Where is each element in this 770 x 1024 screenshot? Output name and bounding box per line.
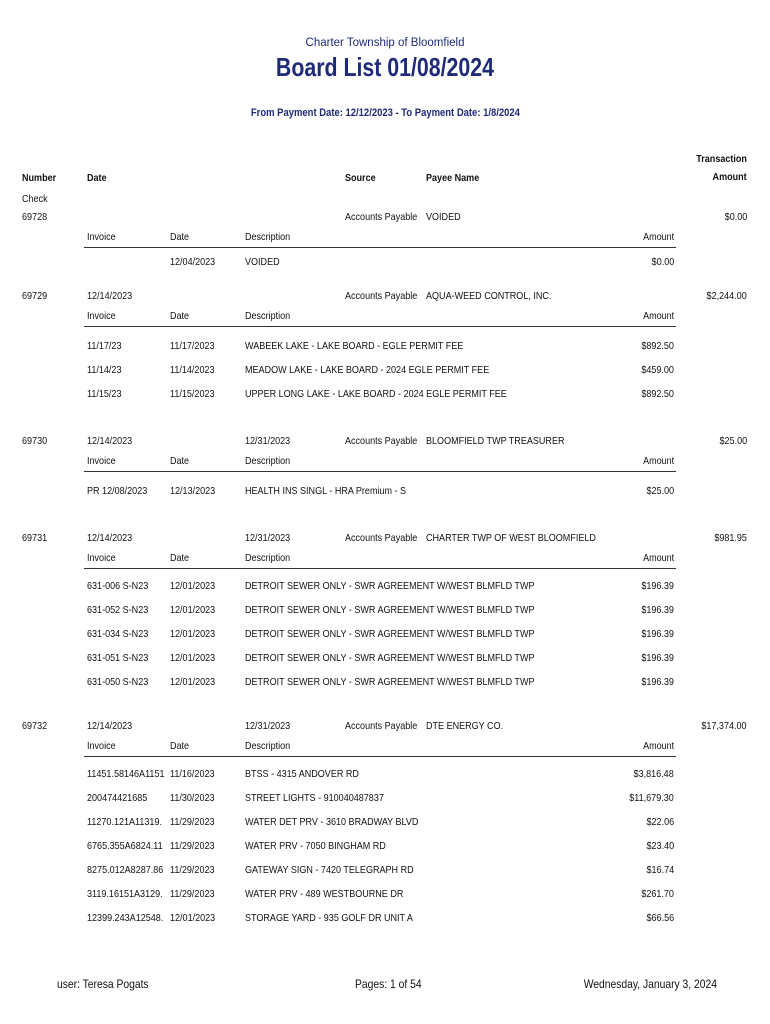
line-date: 12/01/2023 bbox=[170, 912, 216, 924]
line-description: WATER PRV - 7050 BINGHAM RD bbox=[245, 840, 386, 852]
date-subheader: Date bbox=[170, 740, 190, 752]
line-description: UPPER LONG LAKE - LAKE BOARD - 2024 EGLE PERMIT FEE bbox=[245, 388, 507, 400]
check-number: 69730 bbox=[22, 435, 48, 447]
line-description: DETROIT SEWER ONLY - SWR AGREEMENT W/WEST BLMFLD TWP bbox=[245, 580, 535, 592]
line-invoice: 3119.16151A3129. bbox=[87, 888, 163, 900]
line-amount: $16.74 bbox=[646, 864, 674, 876]
source-header: Source bbox=[345, 172, 376, 184]
amount-subheader: Amount bbox=[642, 455, 674, 467]
line-invoice: 200474421685 bbox=[87, 792, 148, 804]
line-amount: $196.39 bbox=[641, 604, 674, 616]
line-amount: $261.70 bbox=[641, 888, 674, 900]
subheader-divider bbox=[84, 247, 676, 248]
check-source: Accounts Payable bbox=[345, 211, 418, 223]
organization-name: Charter Township of Bloomfield bbox=[305, 37, 465, 49]
line-date: 11/29/2023 bbox=[170, 816, 215, 828]
line-description: GATEWAY SIGN - 7420 TELEGRAPH RD bbox=[245, 864, 414, 876]
line-amount: $196.39 bbox=[641, 628, 674, 640]
check-date: 12/14/2023 bbox=[87, 290, 133, 302]
description-subheader: Description bbox=[245, 740, 291, 752]
check-number: 69728 bbox=[22, 211, 48, 223]
check-amount: $17,374.00 bbox=[701, 720, 747, 732]
line-invoice: 631-051 S-N23 bbox=[87, 652, 149, 664]
line-description: DETROIT SEWER ONLY - SWR AGREEMENT W/WEST BLMFLD TWP bbox=[245, 652, 535, 664]
line-amount: $892.50 bbox=[641, 388, 674, 400]
amount-subheader: Amount bbox=[642, 310, 674, 322]
line-description: HEALTH INS SINGL - HRA Premium - S bbox=[245, 485, 407, 497]
check-date: 12/14/2023 bbox=[87, 720, 133, 732]
line-amount: $66.56 bbox=[646, 912, 674, 924]
check-payee: CHARTER TWP OF WEST BLOOMFIELD bbox=[426, 532, 596, 544]
transaction-header: Transaction bbox=[696, 153, 747, 165]
line-date: 11/29/2023 bbox=[170, 840, 215, 852]
check-amount: $2,244.00 bbox=[706, 290, 747, 302]
check-source: Accounts Payable bbox=[345, 435, 418, 447]
invoice-subheader: Invoice bbox=[87, 455, 116, 467]
check-amount: $981.95 bbox=[714, 532, 747, 544]
line-invoice: 8275.012A8287.86 bbox=[87, 864, 164, 876]
line-description: MEADOW LAKE - LAKE BOARD - 2024 EGLE PERMIT FEE bbox=[245, 364, 490, 376]
footer-user: user: Teresa Pogats bbox=[57, 977, 149, 991]
line-date: 11/29/2023 bbox=[170, 864, 215, 876]
line-date: 11/15/2023 bbox=[170, 388, 215, 400]
line-invoice: 11/14/23 bbox=[87, 364, 122, 376]
date-subheader: Date bbox=[170, 552, 190, 564]
subheader-divider bbox=[84, 326, 676, 327]
line-date: 11/30/2023 bbox=[170, 792, 215, 804]
subheader-divider bbox=[84, 568, 676, 569]
line-amount: $892.50 bbox=[641, 340, 674, 352]
check-source: Accounts Payable bbox=[345, 290, 418, 302]
line-date: 12/01/2023 bbox=[170, 604, 216, 616]
line-date: 11/16/2023 bbox=[170, 768, 215, 780]
line-description: STORAGE YARD - 935 GOLF DR UNIT A bbox=[245, 912, 413, 924]
number-header: Number bbox=[22, 172, 57, 184]
line-invoice: 11/17/23 bbox=[87, 340, 122, 352]
check-payee: BLOOMFIELD TWP TREASURER bbox=[426, 435, 565, 447]
line-invoice: 6765.355A6824.11 bbox=[87, 840, 163, 852]
line-date: 12/01/2023 bbox=[170, 652, 216, 664]
amount-subheader: Amount bbox=[642, 740, 674, 752]
check-number: 69732 bbox=[22, 720, 48, 732]
line-invoice: 631-006 S-N23 bbox=[87, 580, 149, 592]
line-amount: $25.00 bbox=[646, 485, 674, 497]
line-date: 11/29/2023 bbox=[170, 888, 215, 900]
invoice-subheader: Invoice bbox=[87, 740, 116, 752]
check-payee: DTE ENERGY CO. bbox=[426, 720, 504, 732]
line-invoice: PR 12/08/2023 bbox=[87, 485, 148, 497]
invoice-subheader: Invoice bbox=[87, 310, 116, 322]
subheader-divider bbox=[84, 756, 676, 757]
line-amount: $23.40 bbox=[646, 840, 674, 852]
footer-pages: Pages: 1 of 54 bbox=[355, 977, 422, 991]
check-header: Check bbox=[22, 193, 48, 205]
line-amount: $196.39 bbox=[641, 580, 674, 592]
line-description: BTSS - 4315 ANDOVER RD bbox=[245, 768, 359, 780]
line-date: 11/14/2023 bbox=[170, 364, 215, 376]
description-subheader: Description bbox=[245, 231, 291, 243]
line-invoice: 631-052 S-N23 bbox=[87, 604, 149, 616]
line-amount: $0.00 bbox=[651, 256, 674, 268]
description-subheader: Description bbox=[245, 310, 291, 322]
line-amount: $22.06 bbox=[646, 816, 674, 828]
check-payee: AQUA-WEED CONTROL, INC. bbox=[426, 290, 552, 302]
date-subheader: Date bbox=[170, 231, 190, 243]
line-date: 12/13/2023 bbox=[170, 485, 216, 497]
date-range: From Payment Date: 12/12/2023 - To Payment Date: 1/8/2024 bbox=[250, 107, 520, 119]
check-date: 12/14/2023 bbox=[87, 435, 133, 447]
check-payee: VOIDED bbox=[426, 211, 461, 223]
line-amount: $196.39 bbox=[641, 676, 674, 688]
line-amount: $196.39 bbox=[641, 652, 674, 664]
line-amount: $3,816.48 bbox=[633, 768, 674, 780]
line-invoice: 11/15/23 bbox=[87, 388, 122, 400]
line-description: WATER PRV - 489 WESTBOURNE DR bbox=[245, 888, 404, 900]
invoice-subheader: Invoice bbox=[87, 552, 116, 564]
description-subheader: Description bbox=[245, 552, 291, 564]
line-date: 12/04/2023 bbox=[170, 256, 216, 268]
line-invoice: 11270.121A11319. bbox=[87, 816, 162, 828]
line-description: WABEEK LAKE - LAKE BOARD - EGLE PERMIT FEE bbox=[245, 340, 464, 352]
date-header: Date bbox=[87, 172, 107, 184]
line-description: WATER DET PRV - 3610 BRADWAY BLVD bbox=[245, 816, 419, 828]
amount-header: Amount bbox=[712, 171, 747, 183]
line-amount: $459.00 bbox=[641, 364, 674, 376]
line-description: DETROIT SEWER ONLY - SWR AGREEMENT W/WEST BLMFLD TWP bbox=[245, 604, 535, 616]
amount-subheader: Amount bbox=[642, 552, 674, 564]
subheader-divider bbox=[84, 471, 676, 472]
amount-subheader: Amount bbox=[642, 231, 674, 243]
line-invoice: 631-050 S-N23 bbox=[87, 676, 149, 688]
line-invoice: 631-034 S-N23 bbox=[87, 628, 149, 640]
line-date: 12/01/2023 bbox=[170, 580, 216, 592]
line-invoice: 11451.58146A1151 bbox=[87, 768, 165, 780]
description-subheader: Description bbox=[245, 455, 291, 467]
check-number: 69729 bbox=[22, 290, 48, 302]
line-description: VOIDED bbox=[245, 256, 280, 268]
invoice-subheader: Invoice bbox=[87, 231, 116, 243]
line-description: STREET LIGHTS - 910040487837 bbox=[245, 792, 384, 804]
footer-date: Wednesday, January 3, 2024 bbox=[583, 977, 717, 991]
check-number: 69731 bbox=[22, 532, 48, 544]
date-subheader: Date bbox=[170, 455, 190, 467]
check-source: Accounts Payable bbox=[345, 532, 418, 544]
line-date: 12/01/2023 bbox=[170, 676, 216, 688]
check-period-date: 12/31/2023 bbox=[245, 720, 291, 732]
check-period-date: 12/31/2023 bbox=[245, 435, 291, 447]
check-amount: $25.00 bbox=[719, 435, 747, 447]
report-title: Board List 01/08/2024 bbox=[275, 52, 495, 82]
date-subheader: Date bbox=[170, 310, 190, 322]
line-description: DETROIT SEWER ONLY - SWR AGREEMENT W/WEST BLMFLD TWP bbox=[245, 676, 535, 688]
check-source: Accounts Payable bbox=[345, 720, 418, 732]
line-description: DETROIT SEWER ONLY - SWR AGREEMENT W/WEST BLMFLD TWP bbox=[245, 628, 535, 640]
check-period-date: 12/31/2023 bbox=[245, 532, 291, 544]
check-amount: $0.00 bbox=[724, 211, 747, 223]
payee-header: Payee Name bbox=[426, 172, 480, 184]
check-date: 12/14/2023 bbox=[87, 532, 133, 544]
line-date: 11/17/2023 bbox=[170, 340, 215, 352]
line-amount: $11,679.30 bbox=[629, 792, 674, 804]
line-invoice: 12399.243A12548. bbox=[87, 912, 164, 924]
line-date: 12/01/2023 bbox=[170, 628, 216, 640]
